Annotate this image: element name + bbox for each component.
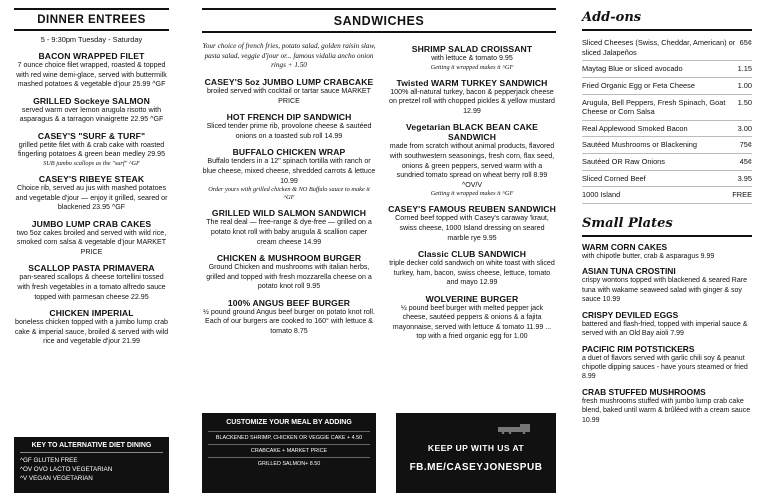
menu-item-name: Twisted WARM TURKEY SANDWICH (396, 77, 548, 88)
small-plates-list (582, 242, 752, 425)
menu-item-description: boneless chicken topped with a jumbo lump crab cake & imperial sauce, broiled & served with wild rice and vegetable d'jour 21.99 (14, 318, 169, 346)
menu-item-description: with lettuce & tomato 9.95 (431, 54, 513, 62)
menu-item (582, 266, 752, 304)
menu-item (582, 344, 752, 382)
menu-item (202, 253, 376, 292)
menu-item (202, 147, 376, 202)
sandwiches-intro: Your choice of french fries, potato salad, golden raisin slaw, pasta salad, veggie d'jour or... famous vidalia ancho onion rings + 1.50 (202, 42, 376, 70)
menu-item-name: HOT FRENCH DIP SANDWICH (226, 112, 352, 123)
train-icon (498, 421, 532, 431)
menu-item-description: battered and flash-fried, topped with imperial sauce & served with an Old Bay aioli 7.99 (582, 320, 748, 338)
menu-item (202, 77, 376, 106)
addons-header: Add-ons (582, 10, 752, 31)
sandwiches-left-items (202, 77, 376, 336)
addon-row (582, 121, 752, 138)
menu-item-name: SCALLOP PASTA PRIMAVERA (28, 263, 155, 274)
menu-item (388, 249, 556, 288)
menu-item-description: a duet of flavors served with garlic chili soy & peanut chipotle dipping sauces - have yours steamed or fried 8.99 (582, 354, 748, 381)
customize-box (202, 413, 376, 493)
menu-item (582, 310, 752, 339)
menu-item-description: pan-seared scallops & cheese tortellini tossed with fresh vegetables in a tomato alfredo sauce topped with parmesan cheese 22.95 (17, 273, 166, 301)
addon-row (582, 35, 752, 61)
menu-item-description: with chipotle butter, crab & asparagus 9.99 (582, 252, 715, 260)
addon-row (582, 95, 752, 121)
addon-label: Real Applewood Smoked Bacon (582, 123, 688, 133)
menu-item (388, 122, 556, 198)
menu-item (202, 112, 376, 141)
menu-item (14, 51, 169, 90)
menu-item (14, 308, 169, 347)
menu-item-description: Choice rib, served au jus with mashed potatoes and vegetable d'jour — enjoy it grilled, seared or blackened 23.95 ^GF (15, 184, 168, 212)
menu-item-name: CRISPY DEVILED EGGS (582, 309, 679, 320)
menu-item-name: CASEY'S FAMOUS REUBEN SANDWICH (388, 204, 556, 215)
diet-key-line: ^OV OVO LACTO VEGETARIAN (20, 466, 113, 474)
menu-item (14, 263, 169, 302)
menu-item (388, 294, 556, 342)
customize-line: BLACKENED SHRIMP, CHICKEN OR VEGGIE CAKE + 4.50 (208, 431, 370, 444)
menu-item-note: Getting it wrapped makes it ^GF (430, 190, 514, 198)
menu-item-description: 7 ounce choice filet wrapped, roasted & topped with red wine demi-glace, served with buttermilk mashed potatoes & vegetable d'jour 25.99 ^GF (16, 60, 167, 89)
addon-price: 3.95 (737, 173, 752, 183)
menu-item-name: WARM CORN CAKES (582, 241, 668, 252)
menu-item-name: CHICKEN IMPERIAL (49, 308, 134, 319)
menu-item-description: broiled served with cocktail or tartar sauce MARKET PRICE (206, 87, 371, 105)
menu-item-note: Getting it wrapped makes it ^GF (430, 63, 514, 71)
menu-item-name: GRILLED WILD SALMON SANDWICH (211, 208, 367, 219)
menu-item-description: grilled petite filet with & crab cake with roasted fingerling potatoes & green bean medley 29.95 (17, 140, 166, 159)
sandwiches-left (202, 38, 376, 337)
menu-item-description: served warm over lemon arugula risotto with asparagus & a tarragon vinaigrette 22.95 ^GF (19, 105, 164, 124)
addon-row (582, 78, 752, 95)
addon-row (582, 154, 752, 171)
menu-item-name: ASIAN TUNA CROSTINI (582, 266, 676, 277)
menu-item-note: Order yours with grilled chicken & NO Buffalo sauce to make it ^GF (208, 186, 370, 202)
sandwiches-header: SANDWICHES (202, 8, 556, 33)
menu-item (388, 44, 556, 72)
addon-price: 65¢ (739, 38, 752, 47)
menu-item-name: SHRIMP SALAD CROISSANT (411, 44, 533, 54)
addon-price: 45¢ (739, 157, 752, 166)
menu-item-name: BACON WRAPPED FILET (38, 50, 145, 61)
menu-item-description: made from scratch without animal products, flavored with southwestern seasonings, fresh corn, flax seed, onions & green peppers, served warm with a sundried tomato spread on wheat berry roll 8.99 ^OV/V (389, 142, 555, 189)
menu-item-name: GRILLED Sockeye SALMON (33, 95, 150, 106)
menu-item-name: CHICKEN & MUSHROOM BURGER (216, 253, 362, 264)
dinner-header: DINNER ENTREES (14, 8, 169, 31)
menu-item-note: SUB jumbo scallops as the "surf" ^GF (43, 159, 140, 167)
addon-price: 1.00 (737, 80, 752, 90)
addon-price: 3.00 (737, 123, 752, 133)
menu-item-name: PACIFIC RIM POTSTICKERS (582, 343, 695, 354)
social-line-2[interactable]: FB.ME/CASEYJONESPUB (409, 462, 543, 473)
addon-price: FREE (732, 190, 752, 200)
customize-title: CUSTOMIZE YOUR MEAL BY ADDING (226, 419, 352, 426)
menu-item (388, 204, 556, 243)
addons-list (582, 35, 752, 204)
menu-item-description: crispy wontons topped with blackened & seared Rare tuna with wakame seaweed salad with ginger & soy sauce 10.99 (582, 277, 747, 304)
addon-label: Fried Organic Egg or Feta Cheese (582, 80, 695, 90)
menu-item-description: 100% all-natural turkey, bacon & pepperjack cheese on pretzel roll with chopped pickles & yellow mustard 12.99 (389, 87, 555, 115)
addon-label: Arugula, Bell Peppers, Fresh Spinach, Goat Cheese or Corn Salsa (582, 97, 726, 117)
addon-label: Sliced Cheeses (Swiss, Cheddar, American) or sliced Jalapeños (582, 38, 736, 57)
social-box (396, 413, 556, 493)
menu-item-description: two 5oz cakes broiled and served with wild rice, smoked corn salsa & vegetable d'jour MARKET PRICE (16, 228, 167, 256)
addon-price: 1.15 (737, 64, 752, 74)
menu-item-description: ½ pound ground Angus beef burger on potato knot roll. Each of our burgers are cooked to 160° with lettuce & tomato 8.75 (203, 307, 375, 335)
menu-item-description: triple decker cold sandwich on white toast with sliced turkey, ham, bacon, swiss cheese, lettuce, tomato and mayo 12.99 (389, 259, 555, 287)
customize-line: GRILLED SALMON+ 8.50 (208, 457, 370, 470)
customize-line: CRABCAKE + MARKET PRICE (208, 444, 370, 457)
menu-item-name: 100% ANGUS BEEF BURGER (227, 297, 351, 308)
small-plates-header: Small Plates (582, 216, 752, 237)
sandwiches-right-items (388, 44, 556, 342)
addon-row (582, 137, 752, 154)
menu-item-name: BUFFALO CHICKEN WRAP (232, 147, 346, 158)
social-line-1: KEEP UP WITH US AT (427, 443, 525, 453)
dinner-column (14, 0, 169, 347)
menu-item-description: ½ pound beef burger with melted pepper jack cheese, sautéed peppers & onions & a fajita mayonnaise, served with lettuce & tomato 11.99 ... top with a fried organic egg for 1.00 (392, 303, 552, 341)
dinner-items (14, 51, 169, 347)
menu-item-name: CASEY'S 5oz JUMBO LUMP CRABCAKE (204, 77, 374, 88)
menu-item (202, 208, 376, 247)
addon-row (582, 171, 752, 188)
menu-item-name: Classic CLUB SANDWICH (417, 249, 527, 260)
diet-key-box (14, 437, 169, 493)
menu-item-name: CASEY'S RIBEYE STEAK (38, 174, 145, 185)
addon-label: Sautéed Mushrooms or Blackening (582, 140, 698, 150)
sandwiches-column (202, 0, 556, 37)
dinner-hours: 5 - 9:30pm Tuesday - Saturday (40, 35, 143, 44)
menu-item-description: The real deal — free-range & dye-free — grilled on a potato knot roll with baby arugula & scallion caper cream cheese 14.99 (206, 218, 372, 246)
diet-key-line: ^V VEGAN VEGETARIAN (20, 475, 93, 483)
menu-item-name: Vegetarian BLACK BEAN CAKE SANDWICH (405, 122, 538, 143)
addon-label: Maytag Blue or sliced avocado (582, 64, 683, 74)
menu-item-description: Corned beef topped with Casey's caraway 'kraut, swiss cheese, 1000 Island dressing on seared marble rye 9.95 (395, 214, 549, 242)
addon-price: 1.50 (737, 97, 752, 107)
diet-key-title: KEY TO ALTERNATIVE DIET DINING (20, 442, 163, 453)
menu-item (582, 387, 752, 425)
menu-item-description: Ground Chicken and mushrooms with italian herbs, grilled and topped with fresh mozzarella cheese on a potato knot roll 9.95 (206, 263, 372, 291)
menu-item-name: JUMBO LUMP CRAB CAKES (31, 218, 152, 229)
addon-label: Sliced Corned Beef (582, 173, 646, 183)
diet-key-line: ^GF GLUTEN FREE (20, 457, 78, 464)
sandwiches-right (388, 38, 556, 342)
menu-item (388, 78, 556, 117)
menu-item (14, 219, 169, 258)
menu-item-name: WOLVERINE BURGER (425, 293, 519, 304)
menu-item (14, 96, 169, 125)
addons-column (582, 10, 752, 425)
menu-item-name: CRAB STUFFED MUSHROOMS (582, 386, 706, 397)
menu-item (14, 131, 169, 168)
addon-row (582, 187, 752, 204)
menu-item-description: fresh mushrooms stuffed with jumbo lump crab cake blend, baked until warm & brûléed with a cream sauce 10.99 (582, 397, 751, 424)
addon-row (582, 61, 752, 78)
menu-item (202, 298, 376, 337)
menu-item (582, 242, 752, 261)
menu-item-description: Sliced tender prime rib, provolone cheese & sautéed onions on a toasted sub roll 14.99 (206, 122, 372, 140)
menu-item-name: CASEY'S "SURF & TURF" (37, 130, 146, 141)
menu-item-description: Buffalo tenders in a 12" spinach tortilla with ranch or blue cheese, mixed cheese, shredded carrots & lettuce 10.99 (202, 157, 376, 185)
menu-item (14, 174, 169, 213)
addon-price: 75¢ (739, 140, 752, 150)
addon-label: Sautéed OR Raw Onions (582, 157, 665, 166)
addon-label: 1000 Island (582, 190, 621, 200)
